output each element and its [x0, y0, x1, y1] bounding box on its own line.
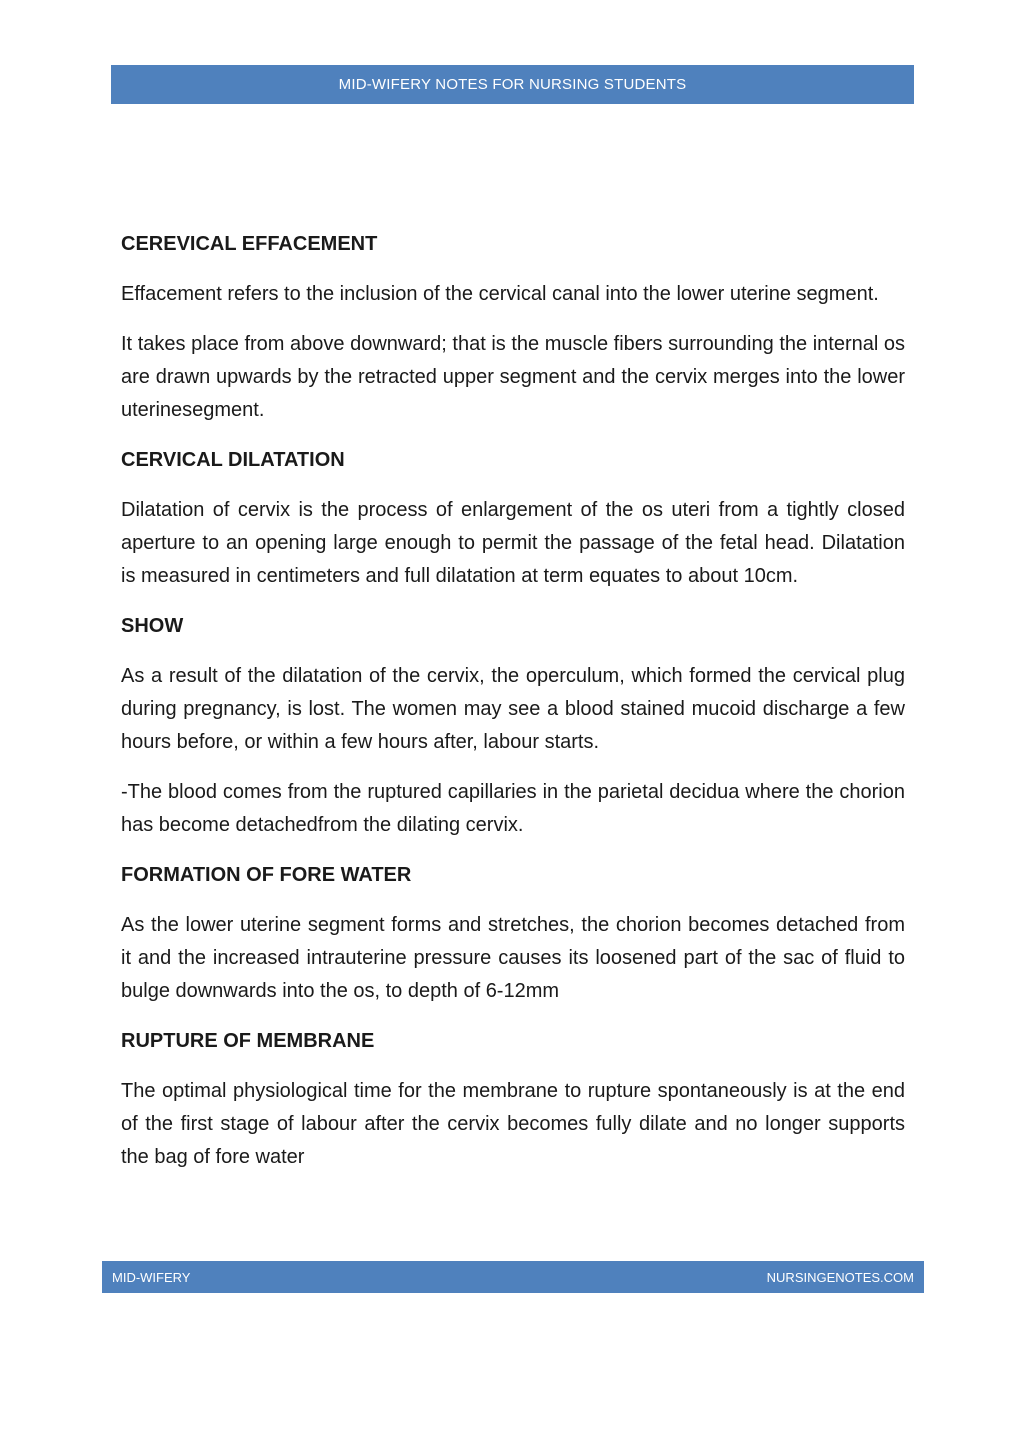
paragraph: As the lower uterine segment forms and stretches, the chorion becomes detached from it and the increased intrauterine pressure causes its loosened part of the sac of fluid to bulge downwards into the os, to depth of 6-12mm: [121, 914, 905, 1002]
document-body: [121, 228, 905, 1191]
section-show: [121, 610, 905, 842]
footer-left-label: MID-WIFERY: [112, 1269, 191, 1285]
paragraph: It takes place from above downward; that is the muscle fibers surrounding the internal os are drawn upwards by the retracted upper segment and the cervix merges into the lower uterinesegment.: [121, 333, 905, 421]
paragraph: The optimal physiological time for the membrane to rupture spontaneously is at the end of the first stage of labour after the cervix becomes fully dilate and no longer supports the bag of fore water: [121, 1080, 905, 1168]
paragraph: -The blood comes from the ruptured capillaries in the parietal decidua where the chorion has become detachedfrom the dilating cervix.: [121, 781, 905, 836]
page-footer: [102, 1261, 924, 1293]
section-formation-of-fore-water: [121, 859, 905, 1008]
paragraph: As a result of the dilatation of the cervix, the operculum, which formed the cervical plug during pregnancy, is lost. The women may see a blood stained mucoid discharge a few hours before, or within a few hours after, labour starts.: [121, 665, 905, 753]
section-heading: CERVICAL DILATATION: [121, 449, 345, 471]
section-heading: SHOW: [121, 615, 184, 637]
paragraph: Effacement refers to the inclusion of the cervical canal into the lower uterine segment.: [121, 283, 879, 305]
section-heading: FORMATION OF FORE WATER: [121, 864, 412, 886]
section-heading: RUPTURE OF MEMBRANE: [121, 1030, 375, 1052]
section-cervical-effacement: [121, 228, 905, 427]
section-heading: CEREVICAL EFFACEMENT: [121, 233, 378, 255]
section-cervical-dilatation: [121, 444, 905, 593]
footer-right-label: NURSINGENOTES.COM: [766, 1269, 914, 1285]
page-header: [111, 65, 914, 104]
paragraph: Dilatation of cervix is the process of enlargement of the os uteri from a tightly closed aperture to an opening large enough to permit the passage of the fetal head. Dilatation is measured in centimeters and full dilatation at term equates to about 10cm.: [121, 499, 905, 587]
section-rupture-of-membrane: [121, 1025, 905, 1174]
header-title: MID-WIFERY NOTES FOR NURSING STUDENTS: [338, 76, 687, 93]
